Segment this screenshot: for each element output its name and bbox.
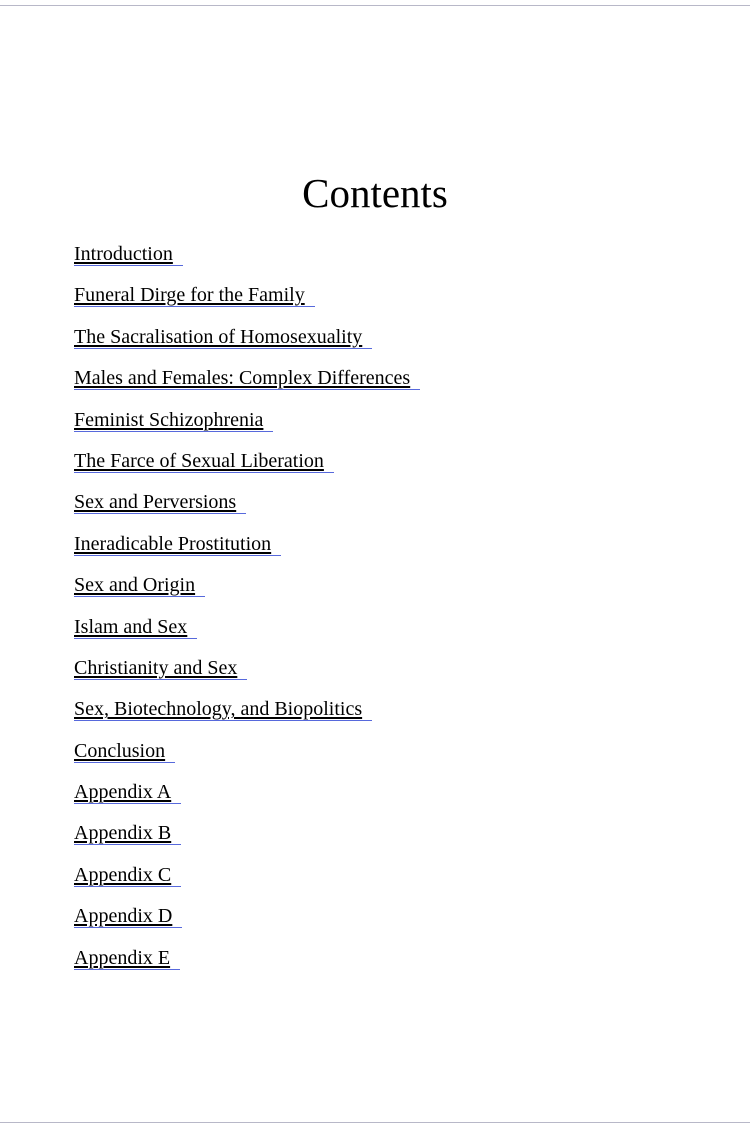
toc-link-prostitution[interactable] [74, 530, 281, 558]
toc-link-label: Appendix D [74, 905, 173, 928]
toc-item [74, 571, 420, 612]
toc-link-label: Appendix C [74, 863, 172, 886]
toc-link-males-and-females[interactable] [74, 364, 420, 392]
toc-link-label: Christianity and Sex [74, 656, 238, 679]
toc-link-appendix-c[interactable] [74, 861, 181, 889]
toc-link-label: The Sacralisation of Homosexuality [74, 325, 363, 348]
toc-item [74, 778, 420, 819]
toc-link-label: Appendix B [74, 822, 172, 845]
toc-link-appendix-a[interactable] [74, 778, 181, 806]
page-bottom-border [0, 1122, 750, 1123]
toc-item [74, 240, 420, 281]
toc-item [74, 902, 420, 943]
toc-link-label: Conclusion [74, 739, 166, 762]
toc-item [74, 323, 420, 364]
toc-item [74, 364, 420, 405]
toc-link-appendix-e[interactable] [74, 944, 180, 972]
toc-item [74, 695, 420, 736]
toc-item [74, 737, 420, 778]
toc-link-biotechnology[interactable] [74, 695, 372, 723]
toc-link-sacralisation[interactable] [74, 323, 372, 351]
toc-item [74, 488, 420, 529]
toc-link-funeral-dirge[interactable] [74, 281, 315, 309]
toc-link-label: Appendix E [74, 946, 171, 969]
toc-link-label: Sex and Perversions [74, 491, 237, 514]
toc-link-label: Sex and Origin [74, 574, 196, 597]
toc-item [74, 447, 420, 488]
toc-item [74, 281, 420, 322]
toc-link-feminist-schizophrenia[interactable] [74, 406, 273, 434]
toc-link-label: The Farce of Sexual Liberation [74, 449, 324, 472]
toc-link-introduction[interactable] [74, 240, 183, 268]
toc-link-appendix-b[interactable] [74, 819, 181, 847]
toc-link-sex-and-perversions[interactable] [74, 488, 246, 516]
toc-item [74, 861, 420, 902]
toc-link-label: Ineradicable Prostitution [74, 532, 272, 555]
toc-link-sex-and-origin[interactable] [74, 571, 205, 599]
toc-item [74, 613, 420, 654]
toc-link-label: Introduction [74, 243, 173, 265]
toc-link-label: Islam and Sex [74, 615, 188, 638]
toc-item [74, 654, 420, 695]
toc-link-label: Feminist Schizophrenia [74, 408, 264, 431]
toc-link-christianity-and-sex[interactable] [74, 654, 247, 682]
toc-item [74, 944, 420, 985]
table-of-contents [74, 240, 420, 985]
toc-item [74, 406, 420, 447]
toc-link-islam-and-sex[interactable] [74, 613, 197, 641]
toc-link-conclusion[interactable] [74, 737, 175, 765]
toc-link-label: Males and Females: Complex Differences [74, 367, 411, 390]
toc-item [74, 819, 420, 860]
toc-item [74, 530, 420, 571]
toc-link-sexual-liberation[interactable] [74, 447, 334, 475]
toc-link-label: Sex, Biotechnology, and Biopolitics [74, 698, 363, 721]
toc-link-label: Appendix A [74, 781, 172, 804]
page-top-border [0, 5, 750, 6]
toc-link-label: Funeral Dirge for the Family [74, 284, 305, 307]
contents-heading: Contents [302, 170, 448, 216]
toc-link-appendix-d[interactable] [74, 902, 182, 930]
